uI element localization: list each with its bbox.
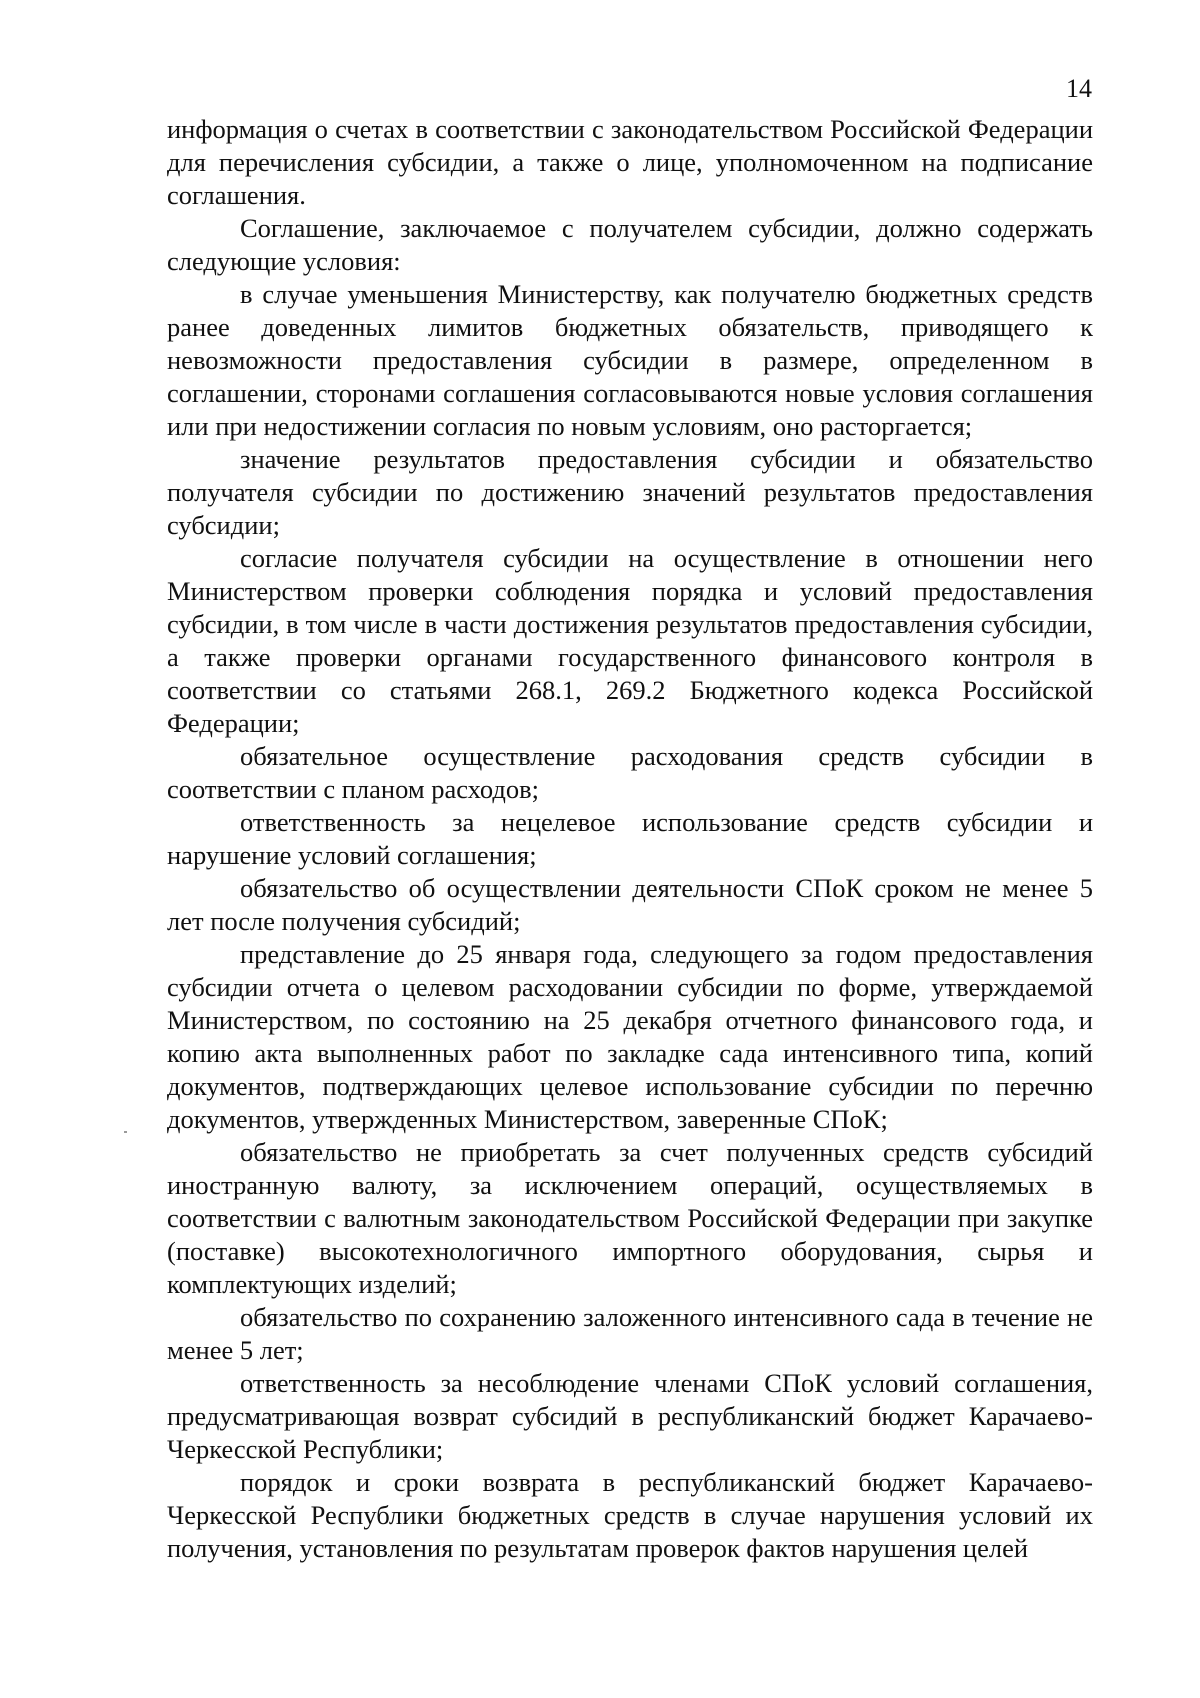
paragraph-agreement-intro: Соглашение, заключаемое с получателем субсидии, должно содержать следующие условия: [167, 213, 1093, 276]
paragraph-condition-refund: порядок и сроки возврата в республиканский бюджет Карачаево-Черкесской Республики бюджетных средств в случае нарушения условий их получения, установления по результатам проверок фактов нарушения целей [167, 1467, 1093, 1563]
paragraph-continuation: информация о счетах в соответствии с законодательством Российской Федерации для перечисления субсидии, а также о лице, уполномоченном на подписание соглашения. [167, 114, 1093, 210]
paragraph-condition-activity-term: обязательство об осуществлении деятельности СПоК сроком не менее 5 лет после получения субсидий; [167, 873, 1093, 936]
document-text [167, 113, 1093, 1565]
scan-artifact-mark [124, 1131, 127, 1133]
paragraph-condition-member-liability: ответственность за несоблюдение членами СПоК условий соглашения, предусматривающая возврат субсидий в республиканский бюджет Карачаево-Черкесской Республики; [167, 1368, 1093, 1464]
paragraph-condition-liability: ответственность за нецелевое использование средств субсидии и нарушение условий соглашения; [167, 807, 1093, 870]
paragraph-condition-report: представление до 25 января года, следующего за годом предоставления субсидии отчета о целевом расходовании субсидии по форме, утверждаемой Министерством, по состоянию на 25 декабря отчетного финансового года, и копию акта выполненных работ по закладке сада интенсивного типа, копий документов, подтверждающих целевое использование субсидии по перечню документов, утвержденных Министерством, заверенные СПоК; [167, 939, 1093, 1134]
paragraph-condition-limits: в случае уменьшения Министерству, как получателю бюджетных средств ранее доведенных лимитов бюджетных обязательств, приводящего к невозможности предоставления субсидии в размере, определенном в соглашении, сторонами соглашения согласовываются новые условия соглашения или при недостижении согласия по новым условиям, оно расторгается; [167, 279, 1093, 441]
page-number: 14 [1066, 74, 1092, 103]
paragraph-condition-currency: обязательство не приобретать за счет полученных средств субсидий иностранную валюту, за исключением операций, осуществляемых в соответствии с валютным законодательством Российской Федерации при закупке (поставке) высокотехнологичного импортного оборудования, сырья и комплектующих изделий; [167, 1137, 1093, 1299]
paragraph-condition-orchard: обязательство по сохранению заложенного интенсивного сада в течение не менее 5 лет; [167, 1302, 1093, 1365]
paragraph-condition-spending-plan: обязательное осуществление расходования средств субсидии в соответствии с планом расходов; [167, 741, 1093, 804]
paragraph-condition-inspection: согласие получателя субсидии на осуществление в отношении него Министерством проверки соблюдения порядка и условий предоставления субсидии, в том числе в части достижения результатов предоставления субсидии, а также проверки органами государственного финансового контроля в соответствии со статьями 268.1, 269.2 Бюджетного кодекса Российской Федерации; [167, 543, 1093, 738]
paragraph-condition-results: значение результатов предоставления субсидии и обязательство получателя субсидии по достижению значений результатов предоставления субсидии; [167, 444, 1093, 540]
